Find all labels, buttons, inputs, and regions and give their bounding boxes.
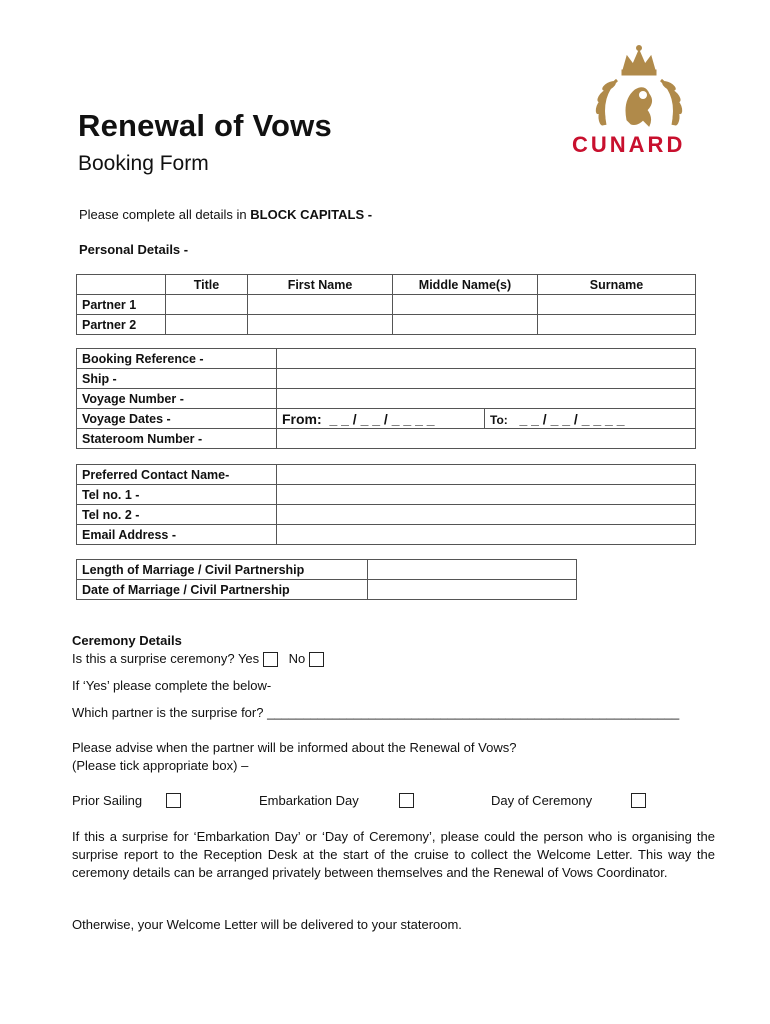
label-tel-2: Tel no. 2 -: [77, 505, 277, 525]
otherwise-text: Otherwise, your Welcome Letter will be delivered to your stateroom.: [72, 917, 462, 932]
partner-2-middle-name-field[interactable]: [393, 315, 538, 335]
table-row: [77, 465, 696, 485]
if-yes-text: If ‘Yes’ please complete the below-: [72, 678, 272, 693]
label-voyage-dates: Voyage Dates -: [77, 409, 277, 429]
label-date-of-marriage: Date of Marriage / Civil Partnership: [77, 580, 368, 600]
no-label: No: [288, 651, 306, 666]
partner-1-middle-name-field[interactable]: [393, 295, 538, 315]
voyage-to-field[interactable]: [485, 409, 696, 429]
label-contact-name: Preferred Contact Name-: [77, 465, 277, 485]
partner-2-title-field[interactable]: [166, 315, 248, 335]
ceremony-heading: Ceremony Details: [72, 633, 182, 648]
option-prior-sailing-label: Prior Sailing: [72, 793, 143, 808]
stateroom-number-field[interactable]: [277, 429, 696, 449]
partner-2-surname-field[interactable]: [538, 315, 696, 335]
embarkation-day-checkbox[interactable]: [399, 793, 414, 808]
intro-text: [79, 207, 372, 222]
advise-line-1: Please advise when the partner will be informed about the Renewal of Vows?: [72, 740, 517, 755]
label-tel-1: Tel no. 1 -: [77, 485, 277, 505]
label-length-of-marriage: Length of Marriage / Civil Partnership: [77, 560, 368, 580]
cunard-logo: [565, 40, 720, 160]
length-of-marriage-field[interactable]: [368, 560, 577, 580]
day-of-ceremony-checkbox[interactable]: [631, 793, 646, 808]
surprise-question-text: Is this a surprise ceremony? Yes: [72, 651, 260, 666]
voyage-number-field[interactable]: [277, 389, 696, 409]
partner-2-first-name-field[interactable]: [248, 315, 393, 335]
header-first-name: First Name: [248, 275, 393, 295]
surprise-instructions: If this a surprise for ‘Embarkation Day’ or ‘Day of Ceremony’, please could the person who is organising the surprise report to the Reception Desk at the start of the cruise to collect the Welcome Letter. This way the ceremony details can be arranged privately between themselves and the Renewal of Vows Coordinator.: [72, 829, 715, 880]
row-label-partner-2: Partner 2: [77, 315, 166, 335]
booking-reference-field[interactable]: [277, 349, 696, 369]
prior-sailing-checkbox[interactable]: [166, 793, 181, 808]
option-day-of-ceremony-label: Day of Ceremony: [491, 793, 593, 808]
table-row: [77, 295, 696, 315]
brand-name: CUNARD: [572, 132, 686, 157]
advise-line-2: (Please tick appropriate box) –: [72, 758, 249, 773]
intro-prefix: Please complete all details in: [79, 207, 251, 222]
header-middle-names: Middle Name(s): [393, 275, 538, 295]
table-row: [77, 429, 696, 449]
table-row: [77, 349, 696, 369]
yes-checkbox[interactable]: [263, 652, 278, 667]
to-pattern: _ _ / _ _ / _ _ _ _: [519, 410, 625, 427]
to-label: To:: [490, 412, 508, 427]
booking-table: [76, 348, 696, 449]
label-stateroom-number: Stateroom Number -: [77, 429, 277, 449]
contact-name-field[interactable]: [277, 465, 696, 485]
intro-bold: BLOCK CAPITALS -: [250, 207, 373, 222]
tel-1-field[interactable]: [277, 485, 696, 505]
surprise-question: [72, 651, 324, 667]
table-row: [77, 525, 696, 545]
marriage-table: [76, 559, 577, 600]
email-field[interactable]: [277, 525, 696, 545]
header-title: Title: [166, 275, 248, 295]
label-ship: Ship -: [77, 369, 277, 389]
header-blank: [77, 275, 166, 295]
table-row: [77, 485, 696, 505]
table-row: [77, 389, 696, 409]
option-embarkation-day-label: Embarkation Day: [259, 793, 359, 808]
table-row: [77, 505, 696, 525]
personal-heading: Personal Details -: [79, 242, 189, 257]
row-label-partner-1: Partner 1: [77, 295, 166, 315]
partner-1-title-field[interactable]: [166, 295, 248, 315]
label-voyage-number: Voyage Number -: [77, 389, 277, 409]
date-of-marriage-field[interactable]: [368, 580, 577, 600]
from-pattern: _ _ / _ _ / _ _ _ _: [329, 410, 435, 427]
partner-1-surname-field[interactable]: [538, 295, 696, 315]
table-row: [77, 369, 696, 389]
page-title: Renewal of Vows: [78, 108, 332, 143]
label-booking-reference: Booking Reference -: [77, 349, 277, 369]
which-partner-field[interactable]: Which partner is the surprise for? _________________________________________________________: [72, 705, 680, 720]
partners-table: [76, 274, 696, 335]
table-row: [77, 560, 577, 580]
ship-field[interactable]: [277, 369, 696, 389]
partner-1-first-name-field[interactable]: [248, 295, 393, 315]
table-row: [77, 409, 696, 429]
table-row: [77, 580, 577, 600]
contact-table: [76, 464, 696, 545]
label-email: Email Address -: [77, 525, 277, 545]
no-checkbox[interactable]: [309, 652, 324, 667]
header-surname: Surname: [538, 275, 696, 295]
table-row: [77, 315, 696, 335]
page-subtitle: Booking Form: [78, 152, 209, 175]
voyage-from-field[interactable]: [277, 409, 485, 429]
tel-2-field[interactable]: [277, 505, 696, 525]
from-label: From:: [282, 410, 322, 427]
